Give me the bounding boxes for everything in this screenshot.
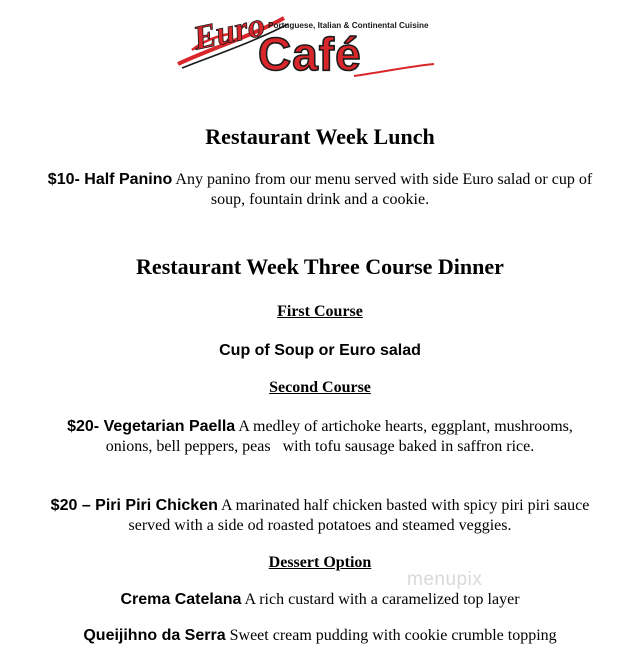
dessert-item-queijihno-da-serra <box>0 626 640 646</box>
menu-item-desc-line1: A medley of artichoke hearts, eggplant, mushrooms, <box>235 418 573 435</box>
logo-big-word: Café <box>258 28 362 78</box>
menu-item-vegetarian-paella <box>0 417 640 457</box>
dessert-item-name: Crema Catelana <box>120 591 242 608</box>
menu-item-desc-line2: onions, bell peppers, peas with tofu sausage baked in saffron rice. <box>105 438 535 455</box>
menu-item-name: $20- Vegetarian Paella <box>67 418 236 435</box>
lunch-heading: Restaurant Week Lunch <box>205 124 435 149</box>
logo-tagline: Portuguese, Italian & Continental Cuisine <box>268 21 429 30</box>
dinner-heading: Restaurant Week Three Course Dinner <box>136 254 504 279</box>
first-course-title: First Course <box>277 303 363 320</box>
lunch-item-desc-line1: Any panino from our menu served with side Euro salad or cup of <box>172 171 593 188</box>
first-course-item: Cup of Soup or Euro salad <box>219 342 421 359</box>
dessert-item-crema-catelana <box>0 590 640 610</box>
second-course-title: Second Course <box>269 379 371 396</box>
dessert-title: Dessert Option <box>268 554 372 571</box>
menu-item-piri-piri-chicken <box>0 496 640 536</box>
lunch-item-name: $10- Half Panino <box>47 171 173 188</box>
lunch-item <box>0 170 640 210</box>
dessert-item-desc: Sweet cream pudding with cookie crumble topping <box>225 627 557 644</box>
lunch-item-desc-line2: soup, fountain drink and a cookie. <box>210 191 430 208</box>
logo-script-word: Euro <box>190 6 268 58</box>
menu-item-name: $20 – Piri Piri Chicken <box>50 497 218 514</box>
menu-item-desc-line2: served with a side od roasted potatoes and steamed veggies. <box>128 517 512 534</box>
menupix-watermark: menupix <box>407 569 483 590</box>
menu-item-desc-line1: A marinated half chicken basted with spicy piri piri sauce <box>217 497 590 514</box>
dessert-item-name: Queijihno da Serra <box>83 627 226 644</box>
euro-cafe-logo <box>172 6 442 78</box>
dessert-item-desc: A rich custard with a caramelized top layer <box>241 591 520 608</box>
